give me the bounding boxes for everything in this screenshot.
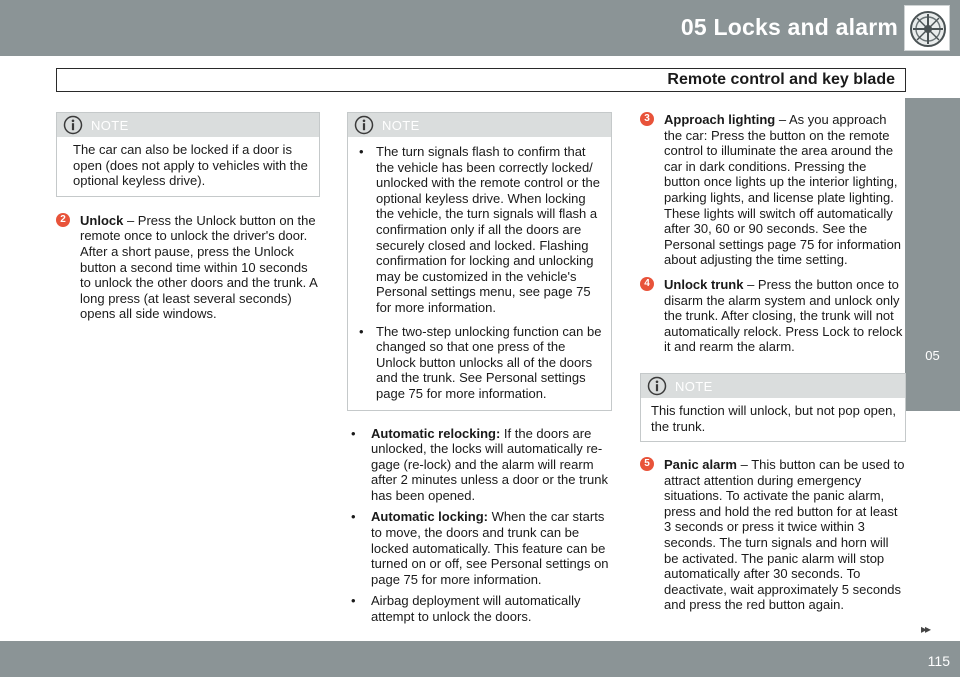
note-header xyxy=(641,374,905,398)
info-icon xyxy=(63,115,83,135)
bullet-dot: • xyxy=(351,509,356,525)
note-text: This function will unlock, but not pop open, the trunk. xyxy=(651,402,896,434)
note-list xyxy=(348,137,611,410)
number-badge: 5 xyxy=(640,457,654,471)
number-badge: 3 xyxy=(640,112,654,126)
note-title: NOTE xyxy=(91,118,129,133)
list-item: • Airbag deployment will automatically attempt to unlock the doors. xyxy=(351,593,581,625)
side-tab-label: 05 xyxy=(925,348,940,363)
chapter-header-bar xyxy=(0,0,960,56)
list-item-panic-alarm: 5 Panic alarm – This button can be used to attract attention during emergency situations. To activate the panic alarm, press and hold the red button for at least 3 seconds or press it twice within 3 seconds. The turn signals and horn will be activated. The panic alarm will stop automatically after 30 seconds. To deactivate, wait approximately 5 seconds and press the red button again. xyxy=(640,457,906,613)
page-footer-bar xyxy=(0,641,960,677)
bullet-list xyxy=(347,426,612,625)
note-title: NOTE xyxy=(382,118,420,133)
note-header xyxy=(348,113,611,137)
number-badge: 4 xyxy=(640,277,654,291)
section-title: Remote control and key blade xyxy=(667,71,895,88)
bullet-dot: • xyxy=(351,593,356,609)
number-badge: 2 xyxy=(56,213,70,227)
list-item: • Automatic relocking: If the doors are unlocked, the locks will automatically re-gage (re-lock) and the alarm will rearm after 2 minutes unless a door or the trunk has been opened. xyxy=(351,425,609,503)
list-item-unlock-trunk: 4 Unlock trunk – Press the button once to disarm the alarm system and unlock only the trunk. After closing, the trunk will not automatically relock. Press Lock to relock it and rearm the alarm. xyxy=(640,277,906,355)
note-header xyxy=(57,113,319,137)
info-icon xyxy=(354,115,374,135)
bullet-dot: • xyxy=(351,425,356,441)
note-text: The car can also be locked if a door is open (does not apply to vehicles with the optional keyless drive). xyxy=(73,142,308,189)
note-box xyxy=(640,373,906,442)
chapter-title: 05 Locks and alarm xyxy=(680,14,898,40)
column-3 xyxy=(640,112,906,613)
chapter-side-tab[interactable] xyxy=(905,98,960,411)
note-box xyxy=(56,112,320,197)
page-number: 115 xyxy=(927,653,950,669)
column-1 xyxy=(56,112,320,322)
bullet-dot: • xyxy=(359,144,364,159)
item-text: – Press the Unlock button on the remote once to unlock the driver's door. After a short pause, press the Unlock button a second time within 10 seconds to unlock the other doors and the trunk. A long press (at least several seconds) opens all side windows. xyxy=(80,212,318,322)
list-item-unlock xyxy=(56,213,320,322)
section-header xyxy=(56,68,906,92)
note-title: NOTE xyxy=(675,378,713,394)
info-icon xyxy=(647,376,667,396)
next-page-arrows-icon[interactable]: ▸▸ xyxy=(921,622,930,636)
list-item-approach-lighting: 3 Approach lighting – As you approach the car: Press the button on the remote control to illuminate the area around the car in dark conditions. Pressing the button once lights up the interior lighting, parking lights, and license plate lighting. These lights will switch off automatically after 30, 60 or 90 seconds. See the Personal settings page 75 for information about adjusting the time setting. xyxy=(640,112,906,268)
item-term: Unlock xyxy=(80,212,124,228)
volvo-emblem-icon xyxy=(904,5,950,51)
column-2 xyxy=(347,112,612,631)
bullet-dot: • xyxy=(359,323,364,339)
list-item: • Automatic locking: When the car starts to move, the doors and trunk can be locked automatically. This feature can be turned on or off, see Personal settings on page 75 for more information. xyxy=(351,509,609,587)
note-list-item: • The turn signals flash to confirm that the vehicle has been correctly locked/ unlocked with the remote control or the optional keyless drive. When locking the vehicle, the turn signals will flash a confirmation only if all the doors are securely closed and locked. Flashing confirmation for locking and unlocking may be customized in the vehicle's Personal settings menu, see page 75 for more information. xyxy=(359,144,601,315)
note-list-item: • The two-step unlocking function can be changed so that one press of the Unlock button unlocks all of the doors and the trunk. See Personal settings page 75 for more information. xyxy=(359,323,602,401)
note-box xyxy=(347,112,612,411)
